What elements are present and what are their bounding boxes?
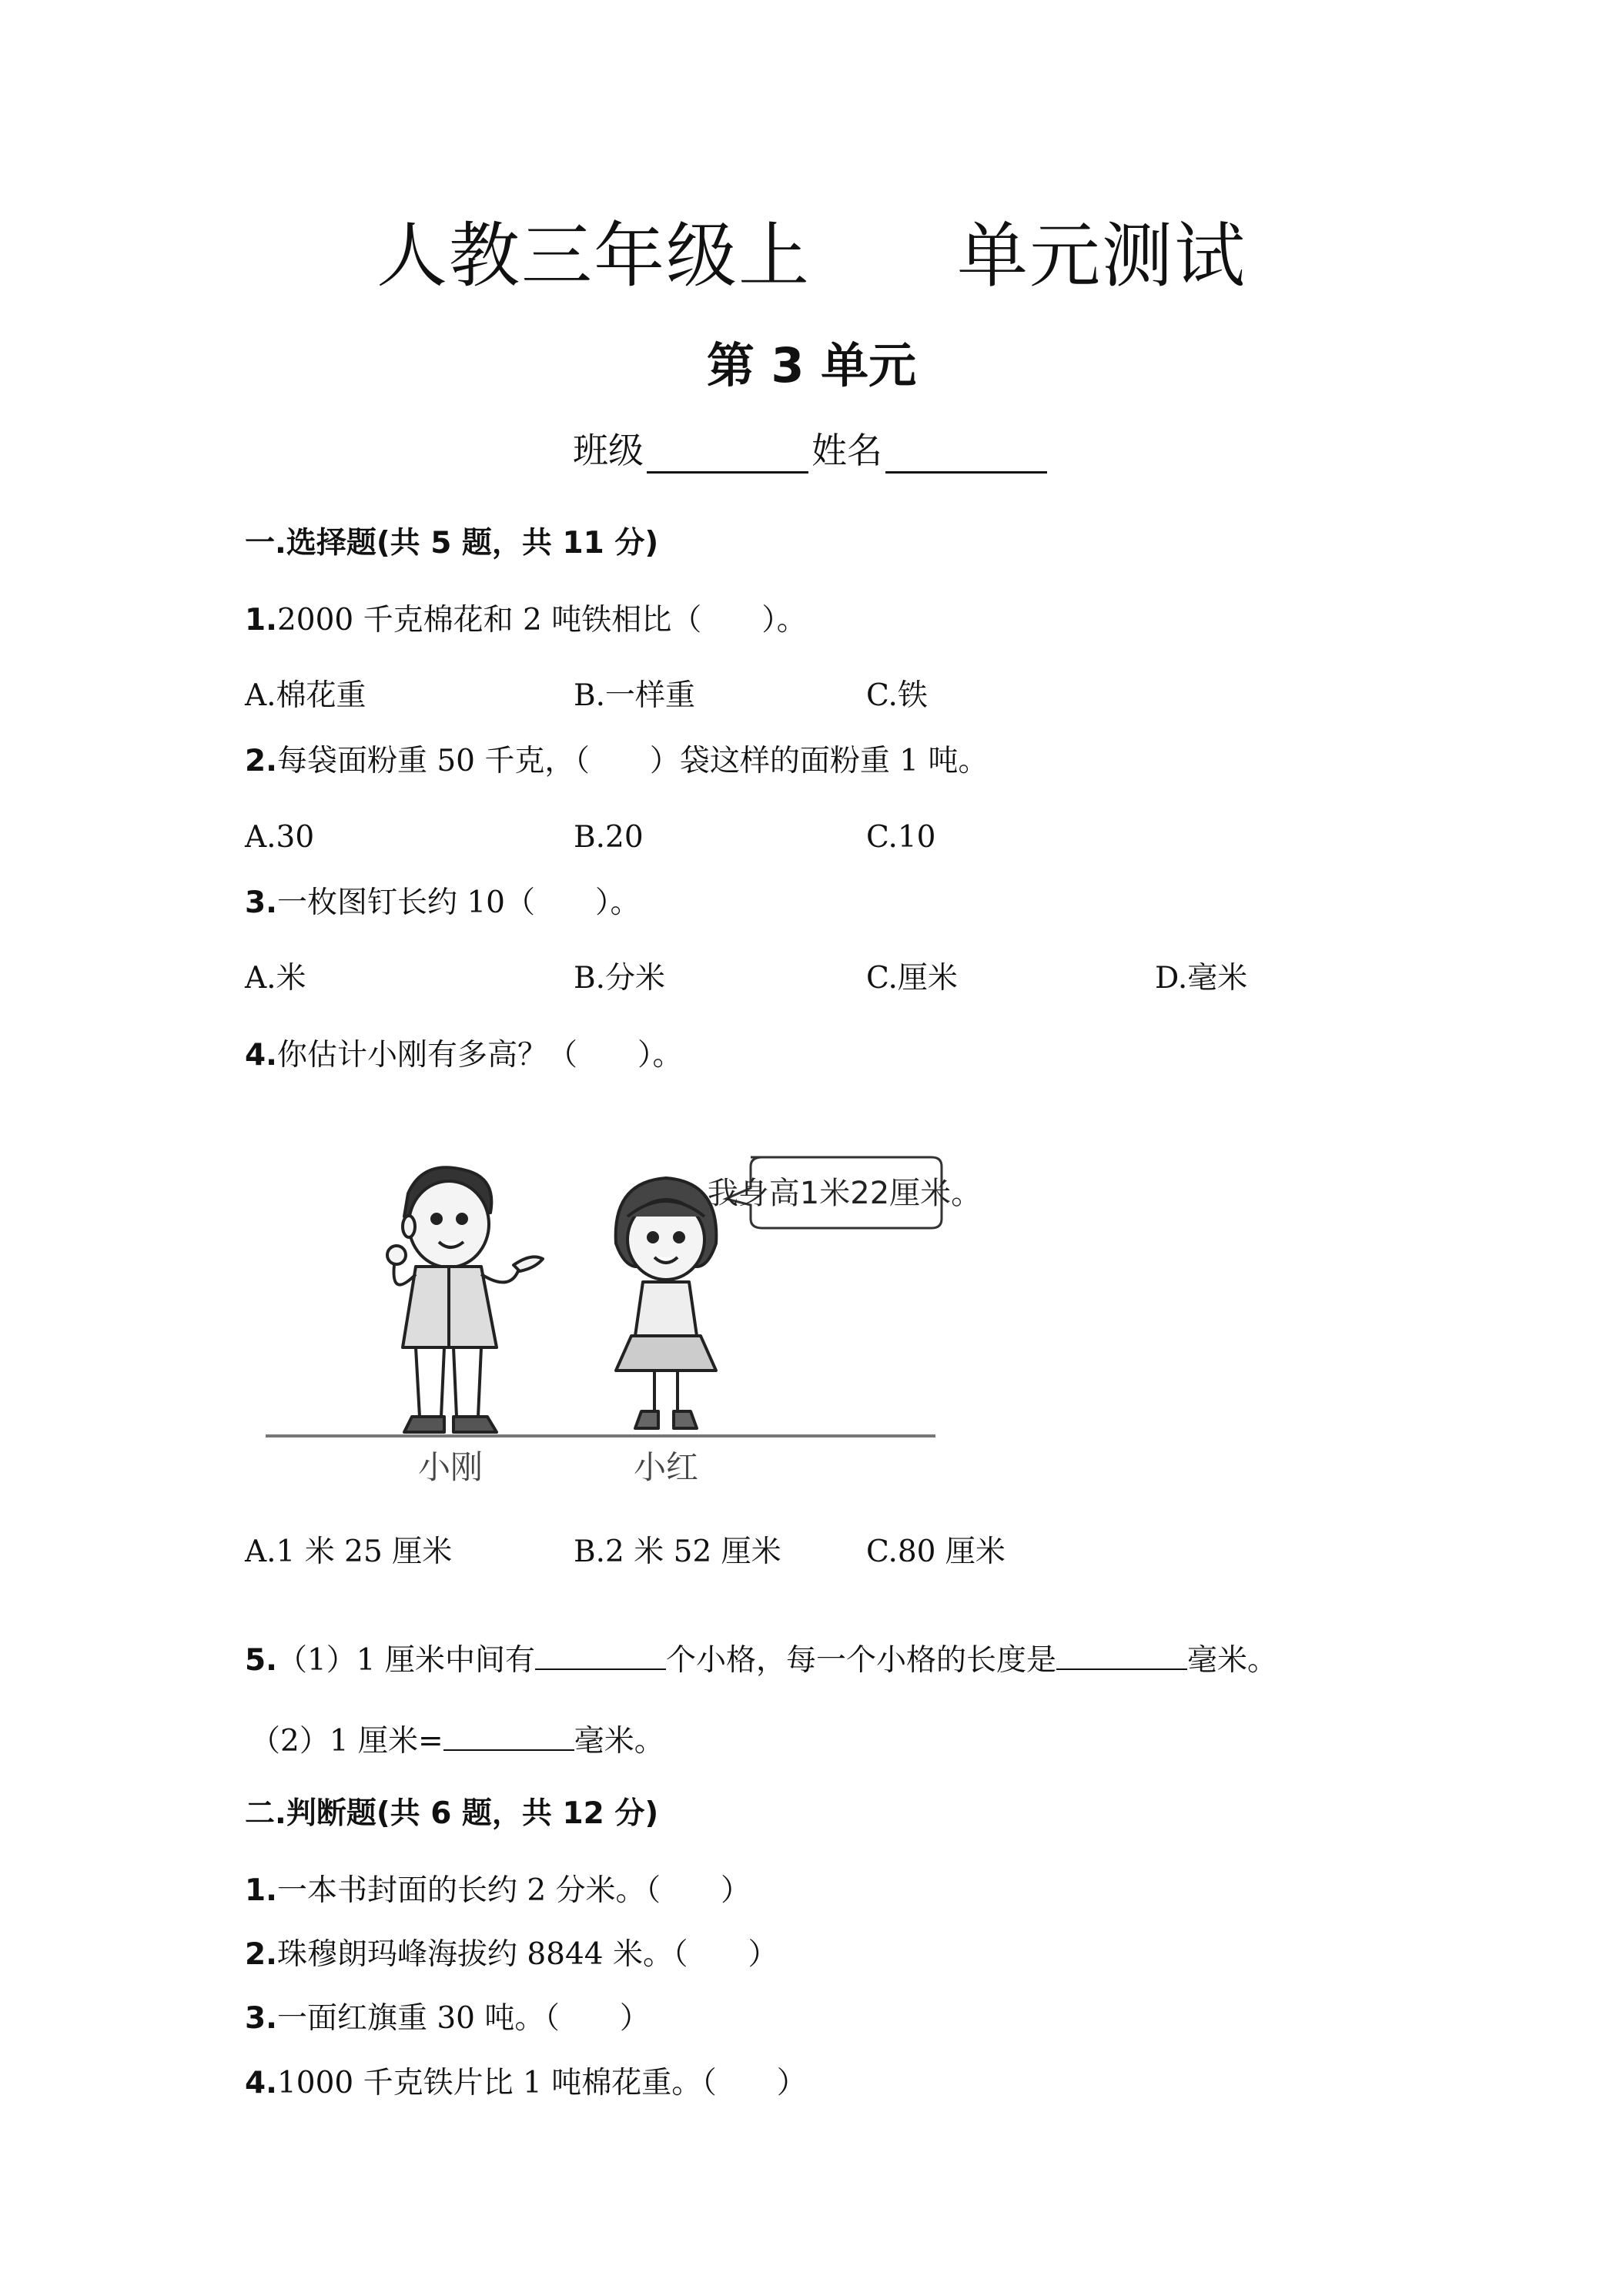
question-text: 2000 千克棉花和 2 吨铁相比（ ）。 [276,603,807,638]
question-text-part1: （1）1 厘米中间有 [276,1643,535,1678]
option-c[interactable]: C.10 [866,820,936,855]
question-number: 3. [245,885,277,920]
question-number: 4. [245,2066,277,2100]
answer-blank[interactable] [443,1719,574,1751]
girl-figure [616,1178,717,1428]
judgement-question-1 [245,1871,751,1911]
question-number: 2. [245,744,277,778]
question-number: 2. [245,1937,277,1972]
option-b[interactable]: B.分米 [574,961,666,996]
question-number: 1. [245,1873,277,1908]
choice-question-5 [245,1638,1277,1681]
option-a[interactable]: A.棉花重 [245,678,366,713]
option-b[interactable]: B.20 [574,820,644,855]
page-title [0,214,1623,299]
question-text: 一枚图钉长约 10（ ）。 [276,885,641,920]
answer-blank[interactable] [535,1638,666,1670]
section-heading-judgement: 二.判断题(共 6 题，共 12 分) [245,1796,659,1831]
class-blank[interactable] [647,434,808,474]
option-b[interactable]: B.一样重 [574,678,696,713]
question-text: 一本书封面的长约 2 分米。（ ） [276,1873,751,1908]
children-height-illustration [266,1151,982,1513]
section-heading-choice: 一.选择题(共 5 题，共 11 分) [245,526,659,561]
judgement-question-3 [245,1999,650,2039]
title-left: 人教三年级上 [376,215,811,297]
class-label: 班级 [573,430,644,471]
speech-bubble [708,1157,982,1228]
option-a[interactable]: A.30 [245,820,315,855]
question-number: 4. [245,1038,277,1073]
question-number: 1. [245,603,277,638]
choice-question-5-part2 [250,1719,664,1762]
choice-question-4 [245,1036,682,1076]
question-text-part1-end: 毫米。 [1187,1643,1278,1678]
label-boy: 小刚 [417,1448,484,1486]
judgement-question-4 [245,2063,807,2104]
question-text-part1-mid: 个小格，每一个小格的长度是 [665,1643,1056,1678]
question-text: 1000 千克铁片比 1 吨棉花重。（ ） [276,2066,807,2100]
answer-blank[interactable] [1056,1638,1187,1670]
question-number: 3. [245,2001,277,2036]
option-c[interactable]: C.80 厘米 [866,1535,1006,1569]
title-right: 单元测试 [957,215,1247,297]
question-text-part2: （2）1 厘米= [250,1724,443,1759]
speech-text: 我身高1米22厘米。 [707,1176,982,1211]
judgement-question-2 [245,1935,778,1975]
choice-question-3 [245,883,640,923]
label-girl: 小红 [633,1448,699,1486]
option-a[interactable]: A.1 米 25 厘米 [245,1535,453,1569]
question-text: 每袋面粉重 50 千克，（ ）袋这样的面粉重 1 吨。 [276,744,989,778]
option-c[interactable]: C.铁 [866,678,928,713]
name-blank[interactable] [885,434,1047,474]
name-label: 姓名 [812,430,882,471]
question-number: 5. [245,1643,277,1678]
boy-figure [387,1167,543,1432]
question-text: 一面红旗重 30 吨。（ ） [276,2001,650,2036]
student-info-line [0,427,1623,474]
choice-question-1 [245,601,807,641]
question-text-part2-end: 毫米。 [574,1724,664,1759]
option-d[interactable]: D.毫米 [1155,961,1248,996]
question-text: 你估计小刚有多高？（ ）。 [276,1038,683,1073]
option-b[interactable]: B.2 米 52 厘米 [574,1535,781,1569]
option-c[interactable]: C.厘米 [866,961,958,996]
choice-question-2 [245,741,988,782]
option-a[interactable]: A.米 [245,961,306,996]
unit-subtitle: 第 3 单元 [706,337,917,393]
question-text: 珠穆朗玛峰海拔约 8844 米。（ ） [276,1937,778,1972]
